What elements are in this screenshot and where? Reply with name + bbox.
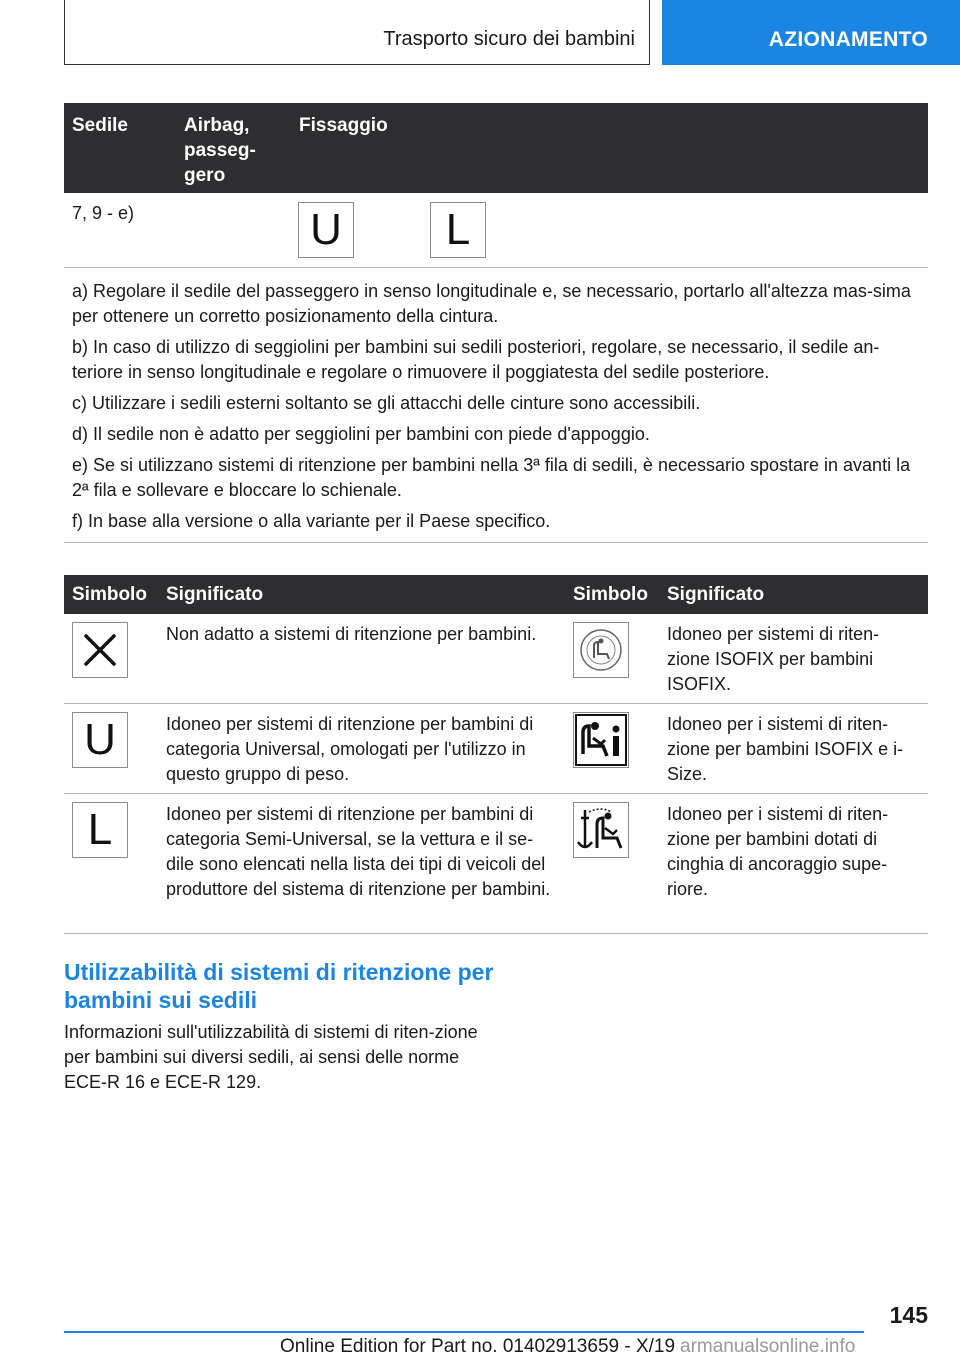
seat-table-header	[64, 103, 928, 193]
table-footnotes	[72, 279, 922, 540]
isofix-icon	[573, 622, 629, 678]
header-title-box	[64, 0, 650, 65]
symbol-table-header	[64, 575, 928, 614]
edition-note: Online Edition for Part no. 01402913659 - X/19	[280, 1336, 676, 1357]
footnote-b: b) In caso di utilizzo di seggiolini per bambini sui sedili posteriori, regolare, se necessario, il sedile an-teriore in senso longitudinale e regolare o rimuovere il poggiatesta del sedile posteriore.	[72, 337, 880, 382]
section-heading: Utilizzabilità di sistemi di ritenzione per bambini sui sedili	[64, 959, 494, 1013]
meaning-universal: Idoneo per sistemi di ritenzione per bambini di categoria Universal, omologati per l'utilizzo in questo gruppo di peso.	[166, 714, 534, 784]
seat-number: 7, 9 - e)	[72, 203, 135, 223]
top-tether-icon	[573, 802, 629, 858]
letter-u-icon: U	[72, 712, 128, 768]
col-header-symbol-1: Simbolo	[72, 584, 147, 605]
section-body: Informazioni sull'utilizzabilità di sistemi di riten-zione per bambini sui diversi sedili, ai sensi delle norme ECE-R 16 e ECE-R 129.	[64, 1022, 478, 1092]
col-header-meaning-1: Significato	[166, 584, 264, 605]
meaning-semi-universal: Idoneo per sistemi di ritenzione per bambini di categoria Semi-Universal, se la vettura e il se-dile sono elencati nella lista dei tipi di veicoli del produttore del sistema di ritenzione per bambini.	[166, 804, 551, 899]
footnote-e: e) Se si utilizzano sistemi di ritenzione per bambini nella 3ª fila di sedili, è necessario spostare in avanti la 2ª fila e sollevare e bloccare lo schienale.	[72, 455, 911, 500]
footnote-d: d) Il sedile non è adatto per seggiolini per bambini con piede d'appoggio.	[72, 424, 650, 444]
table-divider	[64, 542, 928, 543]
meaning-isofix: Idoneo per sistemi di riten-zione ISOFIX per bambini ISOFIX.	[667, 624, 880, 694]
meaning-not-suitable: Non adatto a sistemi di ritenzione per bambini.	[166, 624, 537, 644]
cross-icon	[72, 622, 128, 678]
table-row	[64, 704, 928, 794]
chapter-title: Trasporto sicuro dei bambini	[383, 28, 635, 50]
col-header-symbol-2: Simbolo	[573, 584, 648, 605]
footer-divider	[64, 1331, 864, 1333]
meaning-isofix-isize: Idoneo per i sistemi di riten-zione per bambini ISOFIX e i-Size.	[667, 714, 904, 784]
col-header-fixing: Fissaggio	[299, 115, 388, 136]
letter-l-icon: L	[430, 202, 486, 258]
header-section-tab	[662, 0, 960, 65]
footnote-f: f) In base alla versione o alla variante per il Paese specifico.	[72, 511, 551, 531]
table-row	[64, 794, 928, 934]
meaning-top-tether: Idoneo per i sistemi di riten-zione per bambini dotati di cinghia di ancoraggio supe-riore.	[667, 804, 889, 899]
seat-table-row	[64, 193, 928, 268]
col-header-airbag: Airbag, passeg- gero	[184, 115, 256, 186]
footnote-a: a) Regolare il sedile del passeggero in senso longitudinale e, se necessario, portarlo all'altezza mas-sima per ottenere un corretto posizionamento della cintura.	[72, 281, 911, 326]
page-number: 145	[889, 1302, 928, 1328]
letter-u-icon: U	[298, 202, 354, 258]
col-header-seat: Sedile	[72, 115, 128, 136]
footnote-c: c) Utilizzare i sedili esterni soltanto se gli attacchi delle cinture sono accessibili.	[72, 393, 701, 413]
isofix-isize-icon	[573, 712, 629, 768]
table-row	[64, 614, 928, 704]
section-label: AZIONAMENTO	[768, 28, 928, 51]
col-header-meaning-2: Significato	[667, 584, 765, 605]
watermark: armanualsonline.info	[680, 1336, 856, 1357]
letter-l-icon: L	[72, 802, 128, 858]
